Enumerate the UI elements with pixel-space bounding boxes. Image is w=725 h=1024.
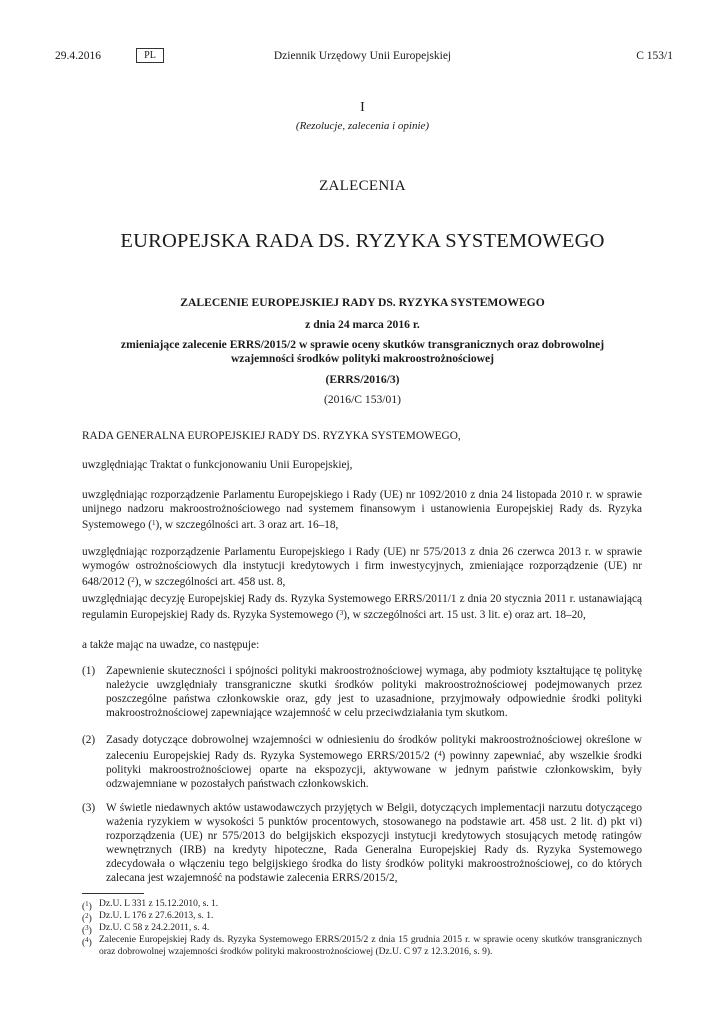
footnote-reference[interactable]: 2 <box>131 576 135 584</box>
citation-text: uwzględniając rozporządzenie Parlamentu Europejskiego i Rady (UE) nr 575/2013 z dnia 26 czerwca 2013 r. w sprawie wymogów ostrożnościowych dla instytucji kredytowych i firm inwestycyjnych, zmieniające rozporządzenie (UE) nr 648/2012 ( <box>82 546 642 588</box>
recital-text <box>106 801 642 886</box>
journal-title: Dziennik Urzędowy Unii Europejskiej <box>273 50 452 62</box>
footnote-reference[interactable]: 1 <box>151 519 156 527</box>
official-journal-reference: (2016/C 153/01) <box>324 393 401 406</box>
recital-text-part: Zasady dotyczące dobrowolnej wzajemności w odniesieniu do środków polityki makroostrożnościowej określone w zaleceniu Europejskiej Rady ds. Ryzyka Systemowego ERRS/2015/2 ( <box>106 734 642 763</box>
part-number: I <box>360 100 365 115</box>
citation-text: uwzględniając rozporządzenie Parlamentu Europejskiego i Rady (UE) nr 1092/2010 z dnia 24 listopada 2010 r. w sprawie unijnego nadzoru makroostrożnościowego nad systemem finansowym i ustanowienia Europejskiej Rady ds. Ryzyka Systemowego ( <box>82 489 642 531</box>
footnote-mark-number: 3 <box>85 924 89 932</box>
language-badge: PL <box>136 48 164 63</box>
section-title: ZALECENIA <box>319 178 406 194</box>
recommendation-title: ZALECENIE EUROPEJSKIEJ RADY DS. RYZYKA SYSTEMOWEGO <box>180 296 545 309</box>
footnote-text: Dz.U. L 176 z 27.6.2013, s. 1. <box>99 911 214 921</box>
footnote-mark-number: 2 <box>85 912 89 920</box>
recommendation-date: z dnia 24 marca 2016 r. <box>305 318 420 331</box>
recital-number: (2) <box>82 734 96 746</box>
citation-text: ), w szczególności art. 458 ust. 8, <box>134 576 286 588</box>
recital-text-part: ) powinny zapewniać, aby wszelkie środki polityki makroostrożnościowej oparte na ekspozycji, aktywowane w jednym państwie członkowskim, były odzwajemniane w pozostałych państwach członkowskich. <box>106 750 642 791</box>
citation-text: ), w szczególności art. 15 ust. 3 lit. e) oraz art. 18–20, <box>343 609 586 621</box>
having-regard: a także mając na uwadze, co następuje: <box>82 639 260 651</box>
citation-text: uwzględniając decyzję Europejskiej Rady ds. Ryzyka Systemowego ERRS/2011/1 z dnia 20 stycznia 2011 r. ustanawiającą regulamin Europejskiej Rady ds. Ryzyka Systemowego ( <box>82 593 642 621</box>
footnote-mark-number: 1 <box>85 900 89 908</box>
footnote-text: Zalecenie Europejskiej Rady ds. Ryzyka Systemowego ERRS/2015/2 z dnia 15 grudnia 2015 r. w sprawie oceny skutków transgranicznych oraz dobrowolnej wzajemności środków polityki makroostrożnościowej (Dz.U. C 97 z 12.3.2016, s. 9). <box>99 935 642 957</box>
footnote-mark-number: 4 <box>85 936 89 944</box>
recommendation-reference: (ERRS/2016/3) <box>325 373 400 386</box>
citation-text: ), w szczególności art. 3 oraz art. 16–18, <box>155 519 339 531</box>
citation-3 <box>82 545 642 589</box>
institution-title: EUROPEJSKA RADA DS. RYZYKA SYSTEMOWEGO <box>120 230 605 252</box>
recital-text-part: Zapewnienie skuteczności i spójności polityki makroostrożnościowej wymaga, aby podmioty kształtujące tę politykę należycie uwzględniały transgraniczne skutki środków polityki makroostrożnościowej podejmowanych przez poszczególne państwa członkowskie oraz, gdy jest to uzasadnione, przyjmowały odpowiednie środki polityki makroostrożnościowej zapewniające wzajemność w celu przeciwdziałania tym skutkom. <box>106 665 642 720</box>
footnote-mark: ($^1$) <box>82 900 92 912</box>
recital-number: (1) <box>82 665 96 677</box>
recital-number: (3) <box>82 802 96 814</box>
footnote-text: Dz.U. L 331 z 15.12.2010, s. 1. <box>99 899 219 909</box>
header-date: 29.4.2016 <box>55 50 101 62</box>
recital-text-part: W świetle niedawnych aktów ustawodawczych przyjętych w Belgii, dotyczących implementacji narzutu dotyczącego ważenia ryzykiem w wysokości 5 punktów procentowych, stosowanego na podstawie art. 458 ust. 2 lit. d) pkt vi) rozporządzenia (UE) nr 575/2013 do belgijskich ekspozycji instytucji kredytowych stosujących metodę ratingów wewnętrznych (IRB) na kredyty hipoteczne, Rada Generalna Europejskiej Rady ds. Ryzyka Systemowego zdecydowała o włączeniu tego belgijskiego środka do listy środków polityki makroostrożnościowej, co do których zalecana jest wzajemność na podstawie zalecenia ERRS/2015/2, <box>106 802 642 885</box>
recital-text <box>106 733 642 791</box>
preamble: RADA GENERALNA EUROPEJSKIEJ RADY DS. RYZYKA SYSTEMOWEGO, <box>82 430 461 442</box>
footnote-reference[interactable]: 3 <box>339 609 344 617</box>
page-number: C 153/1 <box>636 50 673 62</box>
footnote-text: Dz.U. C 58 z 24.2.2011, s. 4. <box>99 923 210 933</box>
part-subtitle: (Rezolucje, zalecenia i opinie) <box>295 120 430 132</box>
citation-2 <box>82 488 642 532</box>
footnote-mark: ($^2$) <box>82 912 92 924</box>
footnote-mark: ($^4$) <box>82 936 92 948</box>
footnote-divider <box>82 893 144 894</box>
citation-1: uwzględniając Traktat o funkcjonowaniu Unii Europejskiej, <box>82 459 353 471</box>
footnote-mark: ($^3$) <box>82 924 92 936</box>
footnote-reference[interactable]: 4 <box>438 750 442 759</box>
citation-4 <box>82 592 642 622</box>
recital-text <box>106 664 642 720</box>
recommendation-subject: zmieniające zalecenie ERRS/2015/2 w sprawie oceny skutków transgranicznych oraz dobrowolnej wzajemności środków polityki makroostrożnościowej <box>120 338 605 365</box>
